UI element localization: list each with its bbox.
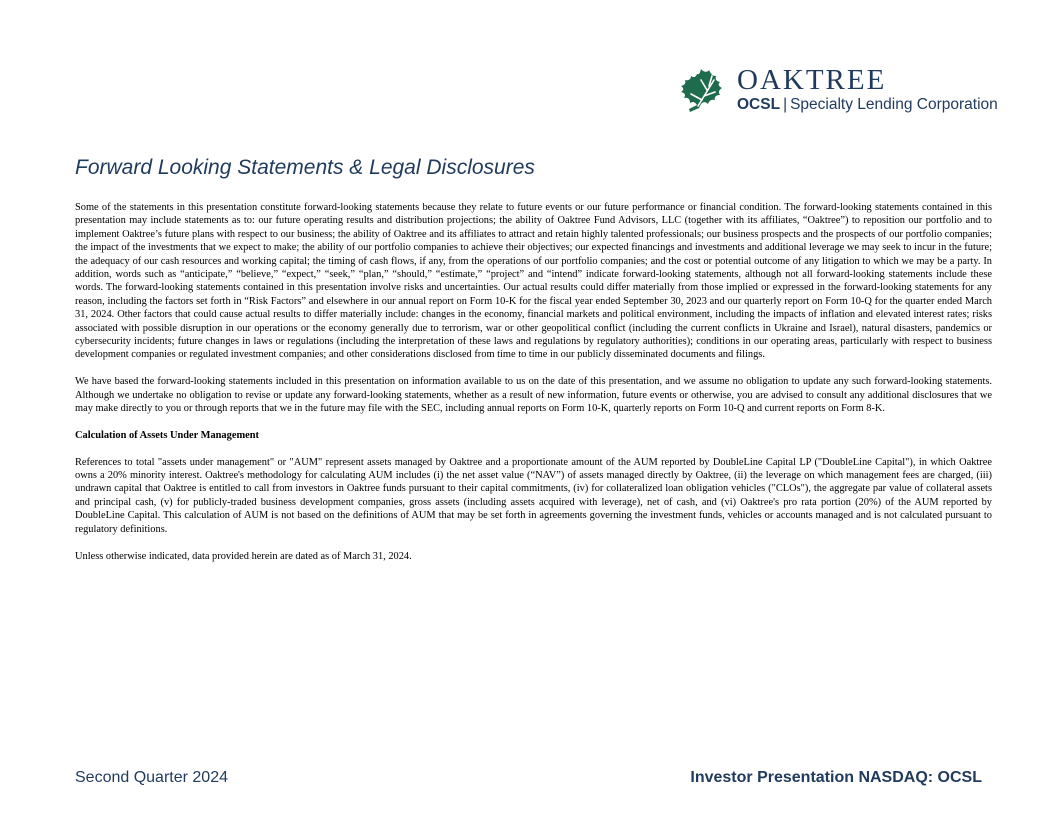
page-title: Forward Looking Statements & Legal Disclosures [75, 156, 535, 179]
logo-subtitle [737, 96, 998, 114]
disclosure-paragraph-forward-looking: Some of the statements in this presentation constitute forward-looking statements because they relate to future events or our future performance or financial condition. The forward-looking statements contained in this presentation may include statements as to: our future operating results and distribution projections; the ability of Oaktree Fund Advisors, LLC (together with its affiliates, “Oaktree”) to reposition our portfolio and to implement Oaktree’s future plans with respect to our business; the ability of Oaktree and its affiliates to attract and retain highly talented professionals; our business prospects and the prospects of our portfolio companies; the impact of the investments that we expect to make; the ability of our portfolio companies to achieve their objectives; our expected financings and investments and additional leverage we may seek to incur in the future; the adequacy of our cash resources and working capital; the timing of cash flows, if any, from the operations of our portfolio companies; and the cost or potential outcome of any litigation to which we may be a party. In addition, words such as “anticipate,” “believe,” “expect,” “seek,” “plan,” “should,” “estimate,” “project” and “intend” indicate forward-looking statements, although not all forward-looking statements include these words. The forward-looking statements contained in this presentation involve risks and uncertainties. Our actual results could differ materially from those implied or expressed in the forward-looking statements for any reason, including the factors set forth in “Risk Factors” and elsewhere in our annual report on Form 10-K for the fiscal year ended September 30, 2023 and our quarterly report on Form 10-Q for the quarter ended March 31, 2024. Other factors that could cause actual results to differ materially include: changes in the economy, financial markets and political environment, including the impacts of inflation and elevated interest rates; risks associated with possible disruption in our operations or the economy generally due to terrorism, war or other geopolitical conflict (including the current conflicts in Ukraine and Israel), natural disasters, pandemics or cybersecurity incidents; future changes in laws or regulations (including the interpretation of these laws and regulations by regulatory authorities); conditions in our operating areas, particularly with respect to business development companies or regulated investment companies; and other considerations disclosed from time to time in our publicly disseminated documents and filings. [75, 202, 992, 361]
logo-company-name: Specialty Lending Corporation [790, 96, 998, 113]
company-logo [678, 64, 998, 116]
logo-ticker: OCSL [737, 96, 781, 113]
oak-leaf-icon [678, 68, 724, 114]
section-heading-aum: Calculation of Assets Under Management [75, 429, 259, 441]
disclosure-paragraph-aum: References to total "assets under management" or "AUM" represent assets managed by Oaktree and a proportionate amount of the AUM reported by DoubleLine Capital LP ("DoubleLine Capital"), in which Oaktree owns a 20% minority interest. Oaktree's methodology for calculating AUM includes (i) the net asset value (“NAV”) of assets managed directly by Oaktree, (ii) the leverage on which management fees are charged, (iii) undrawn capital that Oaktree is entitled to call from investors in Oaktree funds pursuant to their capital commitments, (iv) for collateralized loan obligation vehicles ("CLOs"), the aggregate par value of collateral assets and principal cash, (v) for publicly-traded business development companies, gross assets (including assets acquired with leverage), net of cash, and (vi) Oaktree's pro rata portion (20%) of the AUM reported by DoubleLine Capital. This calculation of AUM is not based on the definitions of AUM that may be set forth in agreements governing the investment funds, vehicles or accounts managed and is not calculated pursuant to regulatory definitions. [75, 456, 992, 535]
disclosure-body [75, 201, 992, 576]
footer-presentation-label: Investor Presentation NASDAQ: OCSL [690, 769, 982, 786]
footer-period: Second Quarter 2024 [75, 769, 228, 786]
logo-wordmark: OAKTREE [737, 64, 887, 96]
disclosure-paragraph-no-obligation: We have based the forward-looking statements included in this presentation on information available to us on the date of this presentation, and we assume no obligation to update any such forward-looking statements. Although we undertake no obligation to revise or update any forward-looking statements, whether as a result of new information, future events or otherwise, you are advised to consult any additional disclosures that we may make directly to you or through reports that we in the future may file with the SEC, including annual reports on Form 10-K, quarterly reports on Form 10-Q and current reports on Form 8-K. [75, 376, 992, 415]
disclosure-paragraph-data-date: Unless otherwise indicated, data provided herein are dated as of March 31, 2024. [75, 550, 412, 562]
logo-separator: | [783, 96, 788, 113]
